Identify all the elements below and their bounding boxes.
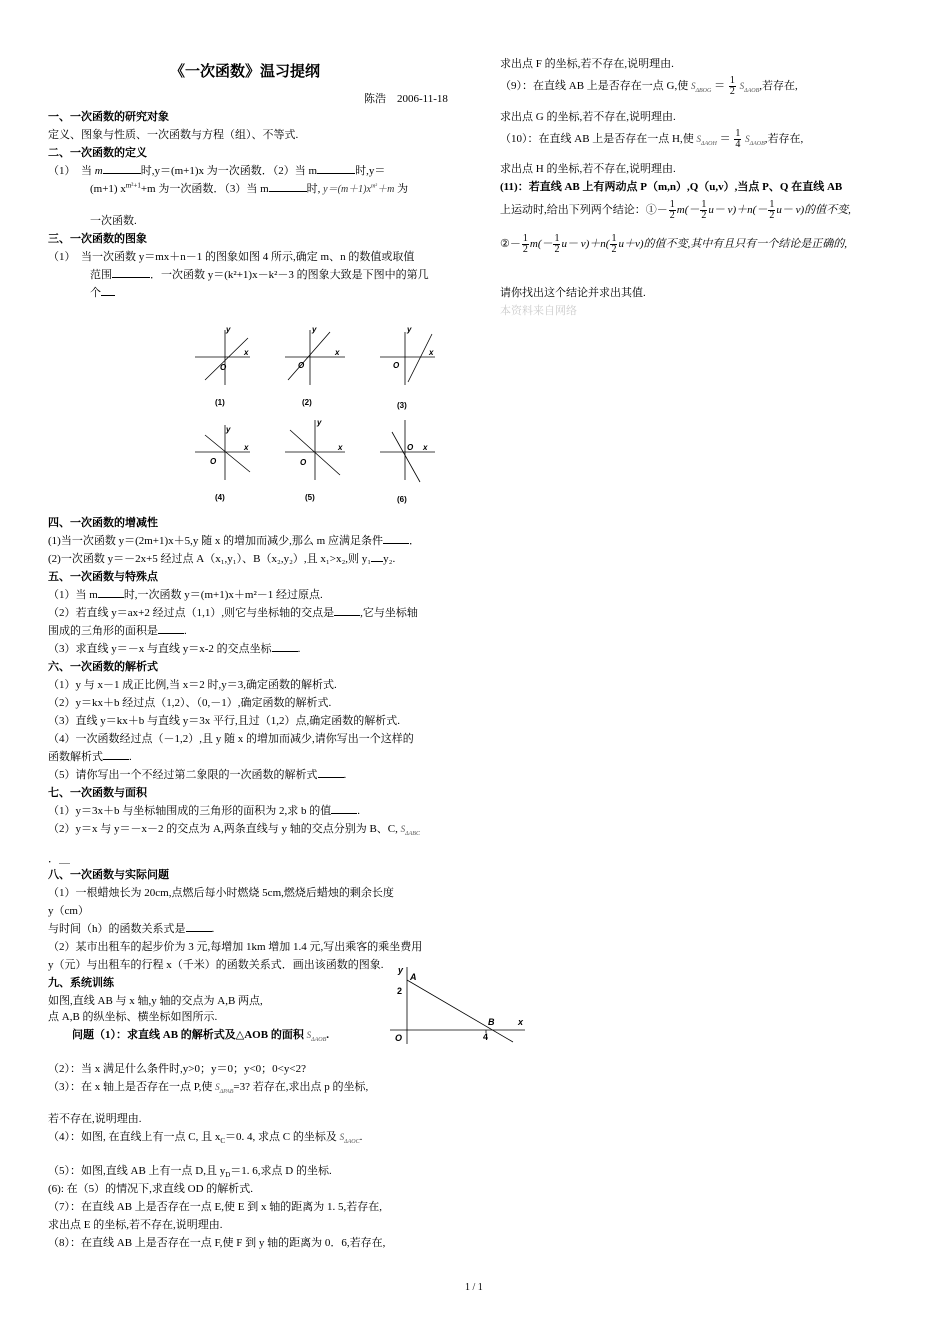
fig-label-4: 4 [483,1032,489,1042]
s9-q2: （2）：当 x 满足什么条件时,y>0；y＝0；y<0；0<y<2? [48,1063,306,1075]
s5-line2 [48,604,418,620]
s9-q4b: ＝0. 4, 求点 C 的坐标及 [225,1131,337,1143]
s5-l2b: ,它与坐标轴 [360,607,418,619]
s9-q6: (6): 在（5）的情况下,求直线 OD 的解析式. [48,1183,254,1195]
s6-line4: （4）一次函数经过点（－1,2）,且 y 随 x 的增加而减少,请你写出一个这样的 [48,733,414,745]
half-4-den: 2 [522,244,528,255]
x-label-6: x [423,443,428,452]
s5-l1b: 时,一次函数 y＝(m+1)x＋m²－1 经过原点. [123,589,323,601]
r4-fraction [734,129,741,150]
r2-area2 [739,81,760,94]
s9-q3-area-s: S [215,1082,220,1092]
r2-area1-sub: ΔBOG [695,87,712,94]
s6-heading: 六、一次函数的解析式 [48,661,158,673]
r4-num: 1 [735,128,741,139]
s9-q3-text: （3）：在 x 轴上是否存在一点 P,使 [48,1081,213,1093]
half-2-den: 2 [701,210,707,221]
r2-fraction [729,76,736,97]
half-6-den: 2 [611,244,617,255]
r-line1: 求出点 F 的坐标,若不存在,说明理由. [500,58,674,70]
s3-line3 [90,284,115,300]
s5-l3: 围成的三角形的面积是 [48,625,158,637]
s6-line5 [48,748,132,764]
half-3-den: 2 [769,210,775,221]
blank [318,767,344,778]
r7c: u－ v)＋n(－ [708,204,768,217]
s7-line3: ．＿ [48,853,70,865]
fig-label-a: A [410,972,417,982]
s6-line6 [48,766,346,782]
s5-l3b: . [184,625,187,637]
half-6 [610,234,617,255]
half-5-num: 1 [554,233,560,244]
line-3 [408,334,432,382]
s6-line3: （3）直线 y＝kx＋b 与直线 y＝3x 平行,且过（1,2）点,确定函数的解析式. [48,715,400,727]
x-label-4: x [244,443,249,452]
s7-line1 [48,802,360,818]
s8-line4: （2）某市出租车的起步价为 3 元,每增加 1km 增加 1.4 元,写出乘客的乘坐费用 [48,941,423,953]
graph-label-4: (4) [215,493,225,502]
half-3-num: 1 [769,199,775,210]
s8-l3b: . [211,923,215,935]
s2-formula-main: y＝(m＋1)x [323,184,371,195]
r2-area1 [690,81,712,94]
r8c: u－ v)＋n( [561,238,610,251]
line-2 [288,332,330,380]
s4-l2: (2)一次函数 y＝－2x+5 经过点 A（x₁,y₁）、B（x₂,y₂）,且 x₁>x₂,则 y₁ [48,553,372,565]
s8-line1: （1）一根蜡烛长为 20cm,点燃后每小时燃烧 5cm,燃烧后蜡烛的剩余长度 [48,887,394,899]
origin-2: O [298,361,305,370]
blank [331,803,357,814]
s7-l2: （2）y＝x 与 y＝－x－2 的交点为 A,两条直线与 y 轴的交点分别为 B、C, [48,823,398,835]
r4-area1-s: S [696,134,701,145]
s6-l5: 函数解析式 [48,751,103,763]
r8b: m(－ [529,238,553,251]
r8d: u＋v)的值不变,其中有且只有一个结论是正确的, [618,238,847,251]
s4-line1 [48,532,420,548]
s4-line2 [48,550,395,566]
s9-line1: 如图,直线 AB 与 x 轴,y 轴的交点为 A,B 两点, [48,995,263,1007]
graph-label-3: (3) [397,401,407,410]
r7a: 上运动时,给出下列两个结论：①－ [500,204,668,217]
s2-line2 [90,180,408,196]
r4-area1 [696,134,717,147]
s9-q1-text: 问题（1）：求直线 AB 的解析式及△AOB 的面积 [72,1029,304,1041]
s8-line3 [48,920,214,936]
graph-label-5: (5) [305,493,315,502]
r2-text: （9）：在直线 AB 上是否存在一点 G,使 [500,80,689,93]
graph-label-1: (1) [215,398,225,407]
origin-3: O [393,361,400,370]
s2-heading: 二、一次函数的定义 [48,147,147,159]
graph-label-6: (6) [397,495,407,504]
s7-l1: （1）y＝3x＋b 与坐标轴围成的三角形的面积为 2,求 b 的值 [48,805,332,817]
s9-q4-sub: C [220,1137,226,1146]
r2-area2-s: S [739,81,745,92]
half-1-num: 1 [669,199,675,210]
s2-line1 [48,162,385,178]
y-label-2: y [312,325,317,334]
s4-l1end: ． [408,535,420,547]
s2-l2sup: m²+1 [125,181,141,190]
r-line10-watermark: 本资料来自网络 [500,305,577,317]
s9-q4-area [339,1132,360,1145]
s9-q1-area-sub: ΔAOB [311,1036,327,1043]
r2-den: 2 [729,86,735,97]
s1-heading: 一、一次函数的研究对象 [48,111,169,123]
s5-l1: （1）当 m [48,589,98,601]
s3-line2 [90,266,429,282]
blank [103,163,141,174]
r-line5: 求出点 H 的坐标,若不存在,说明理由. [500,163,676,175]
blank [103,749,129,760]
y-label-5: y [317,418,322,427]
s9-q5 [48,1162,332,1179]
s9-q4-area-s: S [339,1132,345,1142]
r2-area1-s: S [690,81,696,92]
r7b: m(－ [676,204,700,217]
graph-label-2: (2) [302,398,312,407]
half-4-num: 1 [522,233,528,244]
half-5 [553,234,560,255]
s2-l2a: (m+1) x [90,183,126,195]
s8-line5: y（元）与出租车的行程 x（千米）的函数关系式．画出该函数的图象. [48,959,384,971]
origin-5: O [300,458,307,467]
fig-label-b: B [488,1017,495,1027]
r4-eq: ＝ [719,133,731,146]
s9-q4: （4）：如图, 在直线上有一点 C, 且 $x_C=0$. 4, 求点 C 的坐标及 $S_{\Delta AOC}$. [48,1131,363,1146]
fig-label-x: x [518,1017,524,1027]
s7-area-sub: ΔABC [405,830,420,837]
s2-formula [323,184,394,195]
author-line: 陈浩 2006-11-18 [364,93,448,105]
s4-heading: 四、一次函数的增减性 [48,517,158,529]
s4-l2end: y₂. [383,553,396,565]
r-line3: 求出点 G 的坐标,若不存在,说明理由. [500,111,676,123]
s9-q7: （7）：在直线 AB 上是否存在一点 E,使 E 到 x 轴的距离为 1. 5,若存在, [48,1201,382,1213]
s9-q5-sub: D [225,1171,231,1180]
blank [371,551,383,562]
s2-l2c: 时, [306,183,321,195]
x-label-2: x [335,348,340,357]
blank [158,623,184,634]
s8-l3: 与时间（h）的函数关系式是 [48,923,186,935]
blank [98,587,124,598]
half-2-num: 1 [701,199,707,210]
origin-4: O [210,457,217,466]
s9-q3b: =3? 若存在,求出点 p 的坐标, [233,1081,369,1093]
x-label-5: x [338,443,343,452]
x-label-3: x [429,348,434,357]
s9-q5b: ＝1. 6,求点 D 的坐标. [230,1165,332,1177]
half-3 [768,200,775,221]
s6-l6: （5）请你写出一个不经过第二象限的一次函数的解析式 [48,769,318,781]
y-label-1: y [226,325,231,334]
s9-q4-text: （4）：如图, 在直线上有一点 C, 且 x [48,1131,221,1143]
s3-l2: 范围 [90,269,112,281]
ab-line-figure [385,962,530,1047]
line-4 [205,435,250,472]
r2-num: 1 [729,75,735,86]
s9-heading: 九、系统训练 [48,977,114,989]
s2-l1a: （1） 当 [48,165,92,177]
half-4 [522,234,529,255]
r-line8 [500,234,847,255]
s7-area [400,824,420,837]
half-5-den: 2 [554,244,560,255]
blank [383,533,409,544]
s2-l1b: m [94,165,103,177]
graphs-figure [180,320,450,510]
s2-line3: 一次函数. [90,215,137,227]
r4-text: （10）：在直线 AB 上是否存在一点 H,使 [500,133,694,146]
fig-line-ab [407,980,513,1042]
s1-text: 定义、图象与性质、一次函数与方程（组）、不等式. [48,129,299,141]
s2-l2b: +m 为一次函数．（3）当 m [140,183,269,195]
s2-formula-end: ＋m [377,184,395,195]
r4-den: 4 [735,139,741,150]
half-1 [669,200,676,221]
s5-line1 [48,586,323,602]
y-label-4: y [226,425,231,434]
blank [317,163,355,174]
r4-area2-s: S [745,134,750,145]
r7d: u－ v)的值不变, [776,204,851,217]
s3-line1: （1） 当一次函数 y＝mx＋n－1 的图象如图 4 所示,确定 m、n 的数值或取值 [48,251,415,263]
s9-q4-area-sub: ΔAOC [344,1138,360,1145]
r-line2 [500,76,798,97]
s5-l4: （3）求直线 y＝－x 与直线 y＝x-2 的交点坐标 [48,643,272,655]
s9-q1-area [306,1030,327,1043]
s6-line2: （2）y＝kx＋b 经过点（1,2）、（0,－1）,确定函数的解析式. [48,697,332,709]
s9-q8: （8）：在直线 AB 上是否存在一点 F,使 F 到 y 轴的距离为 0．6,若存在, [48,1237,386,1249]
s2-l1d: 时,y＝ [355,165,386,177]
page-footer: 1 / 1 [465,1282,483,1293]
r4-area2 [745,134,765,147]
s4-l1: (1)当一次函数 y＝(2m+1)x＋5,y 随 x 的增加而减少,那么 m 应满足条件 [48,535,383,547]
s7-area-s: S [400,824,406,834]
r-line7 [500,200,851,221]
s9-q1: 问题（1）：求直线 AB 的解析式及△AOB 的面积 $S_{\Delta AOB}$. [72,1029,330,1043]
s9-q3c: 若不存在,说明理由. [48,1113,142,1125]
s5-heading: 五、一次函数与特殊点 [48,571,158,583]
half-1-den: 2 [669,210,675,221]
s6-l6b: . [343,769,347,781]
s3-l3: 个 [90,287,101,299]
origin-1: O [220,363,227,372]
line-1 [205,338,248,380]
s9-q3 [48,1078,368,1095]
r8a: ②－ [500,238,521,251]
line-6 [392,432,420,482]
blank [272,641,298,652]
s9-q3-area-sub: ΔPAB [219,1088,234,1095]
r4-area2-sub: ΔAOB [749,140,765,147]
blank [186,921,212,932]
s7-line2 [48,820,420,837]
r2-eq: ＝ [714,80,726,93]
s6-l5b: . [129,751,132,763]
r4-area1-sub: ΔAOH [700,140,717,147]
y-label-3: y [407,325,412,334]
s9-q5-text: （5）：如图,直线 AB 上有一点 D,且 y [48,1165,226,1177]
s3-l2b: ．一次函数 y＝(k²+1)x－k²－3 的图象大致是下图中的第几 [150,269,429,281]
half-6-num: 1 [611,233,617,244]
s3-heading: 三、一次函数的图象 [48,233,147,245]
r2-area2-sub: ΔAOB [744,87,760,94]
r-line4 [500,129,803,150]
s9-line2: 点 A,B 的纵坐标、横坐标如图所示. [48,1011,218,1023]
s5-l4b: . [297,643,301,655]
s2-l2end: 为 [397,183,409,195]
s9-q1-area-s: S [306,1030,312,1040]
s7-heading: 七、一次函数与面积 [48,787,147,799]
s5-line3 [48,622,187,638]
origin-6: O [407,443,414,452]
blank [112,267,150,278]
s8-heading: 八、一次函数与实际问题 [48,869,169,881]
fig-label-2: 2 [397,986,403,996]
s8-line2: y（cm） [48,905,89,917]
page-title: 《一次函数》温习提纲 [170,63,321,80]
s7-l1b: . [357,805,360,817]
r-line9: 请你找出这个结论并求出其值. [500,287,646,299]
half-2 [700,200,707,221]
s9-q7b: 求出点 E 的坐标,若不存在,说明理由. [48,1219,223,1231]
blank [269,181,307,192]
s5-line4 [48,640,300,656]
r2-end: ,若存在, [759,80,798,93]
fig-label-y: y [398,965,404,975]
s5-l2: （2）若直线 y＝ax+2 经过点（1,1）,则它与坐标轴的交点是 [48,607,335,619]
r4-end: ,若存在, [764,133,804,146]
r-line6: (11)：若直线 AB 上有两动点 P（m,n）,Q（u,v）,当点 P、Q 在直线 AB [500,181,843,193]
fig-label-o: O [395,1033,403,1043]
blank [101,285,115,296]
blank [334,605,360,616]
s2-formula-sup: m² [370,183,378,190]
s2-l1c: 时,y＝(m+1)x 为一次函数．（2）当 m [140,165,318,177]
s6-line1: （1）y 与 x－1 成正比例,当 x＝2 时,y＝3,确定函数的解析式. [48,679,337,691]
s9-q3-area [215,1082,234,1095]
x-label-1: x [244,348,249,357]
